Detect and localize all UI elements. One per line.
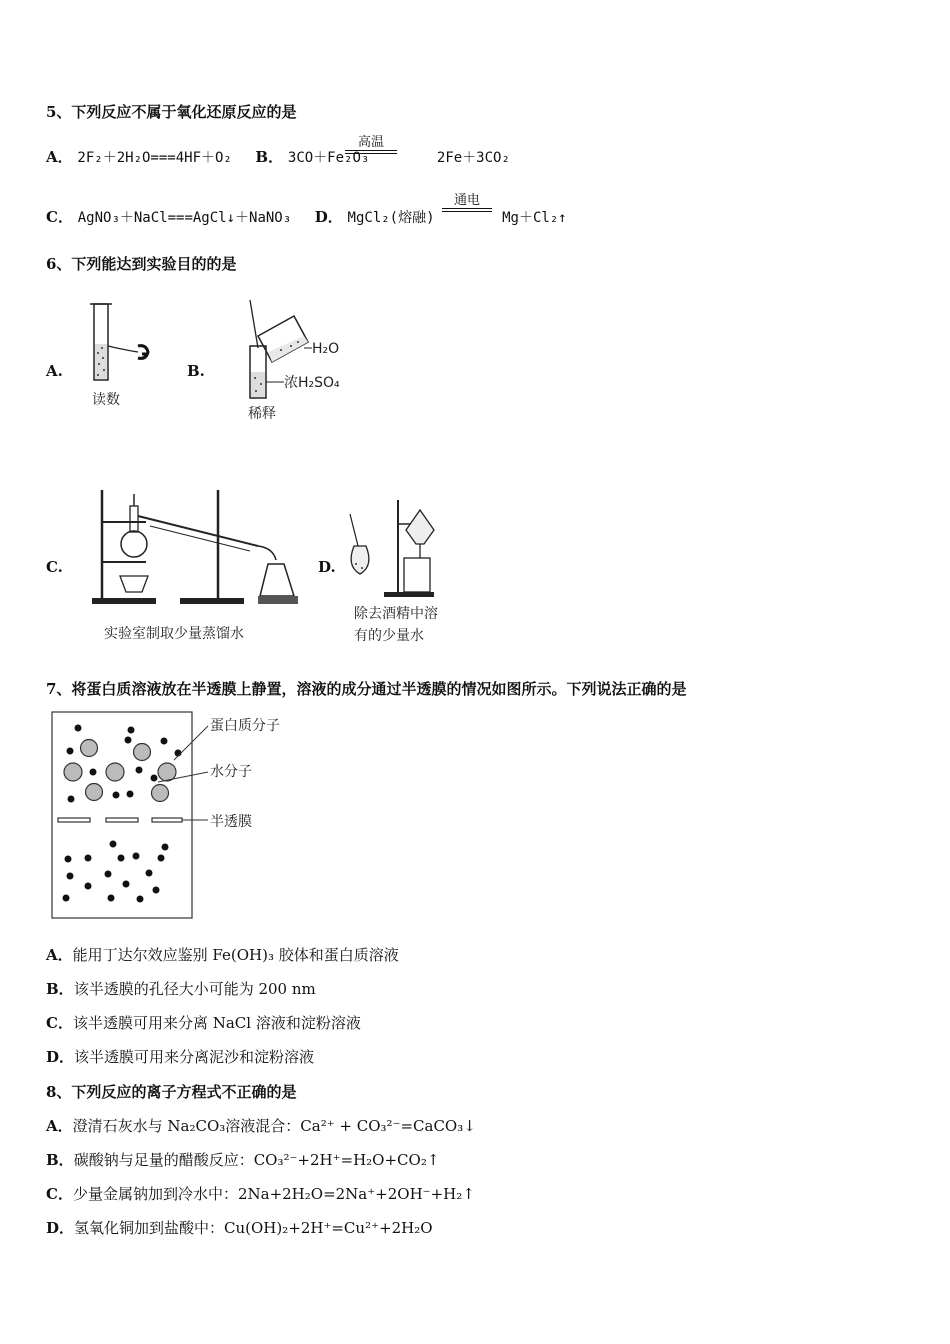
q7-option-b <box>46 979 316 999</box>
burner <box>120 576 148 592</box>
water-molecules-bottom <box>63 841 169 903</box>
q8-option-c <box>46 1184 475 1204</box>
q5-b-label: B． <box>255 148 284 166</box>
q5-d-text-1: MgCl₂(熔融) <box>347 210 435 226</box>
q6-d-figure <box>340 494 460 648</box>
container <box>52 712 192 918</box>
q5-d-text-2: Mg＋Cl₂↑ <box>502 210 567 226</box>
q8-b-label: B． <box>46 1151 74 1169</box>
q5-options-ab <box>46 147 510 168</box>
q5-b-text-2: 2Fe＋3CO₂ <box>436 150 510 166</box>
q7-option-a <box>46 945 399 965</box>
q6-d-caption-1: 除去酒精中溶 <box>354 606 438 622</box>
q7-option-c <box>46 1013 361 1033</box>
q8-a-text: 澄清石灰水与 Na₂CO₃溶液混合：Ca²⁺ + CO₃²⁻=CaCO₃↓ <box>72 1117 476 1135</box>
glass-rod <box>250 300 258 348</box>
q6-c-caption: 实验室制取少量蒸馏水 <box>104 626 244 642</box>
q6-a-label: A. <box>46 362 63 380</box>
q5-a-label: A． <box>46 148 73 166</box>
q7-option-d <box>46 1047 314 1067</box>
q7-d-label: D． <box>46 1048 75 1066</box>
q8-c-text: 少量金属钠加到冷水中：2Na+2H₂O=2Na⁺+2OH⁻+H₂↑ <box>72 1185 475 1203</box>
q5-b-condition <box>345 136 397 154</box>
q6-a-caption: 读数 <box>92 392 120 408</box>
q6-b-acid: 浓H₂SO₄ <box>284 375 340 391</box>
q5-d-cond-label: 通电 <box>453 193 480 208</box>
q6-c-label: C. <box>46 558 63 576</box>
q5-d-condition <box>442 194 492 212</box>
q8-option-a <box>46 1116 476 1136</box>
q6-b-label: B. <box>187 362 205 380</box>
conical-flask <box>260 564 294 596</box>
q5-d-label: D． <box>314 208 343 226</box>
distilling-flask <box>121 531 147 557</box>
q8-d-text: 氢氧化铜加到盐酸中：Cu(OH)₂+2H⁺=Cu²⁺+2H₂O <box>74 1219 433 1237</box>
separatory-funnel <box>406 510 434 544</box>
q5-b-text-1: 3CO＋Fe₂O₃ <box>287 150 370 166</box>
q6-b-figure <box>236 296 356 424</box>
q7-a-label: A． <box>46 946 73 964</box>
q8-d-label: D． <box>46 1219 75 1237</box>
q5-a-text: 2F₂＋2H₂O===4HF＋O₂ <box>77 150 232 166</box>
q8-b-text: 碳酸钠与足量的醋酸反应：CO₃²⁻+2H⁺=H₂O+CO₂↑ <box>73 1151 440 1169</box>
q7-c-text: 该半透膜可用来分离 NaCl 溶液和淀粉溶液 <box>72 1014 361 1032</box>
q8-stem: 8、下列反应的离子方程式不正确的是 <box>46 1083 297 1101</box>
legend-membrane: 半透膜 <box>210 814 252 830</box>
q5-c-text: AgNO₃＋NaCl===AgCl↓＋NaNO₃ <box>77 210 292 226</box>
q7-b-label: B． <box>46 980 74 998</box>
eye-icon <box>138 346 148 359</box>
q8-option-d <box>46 1218 433 1238</box>
ice-bath <box>258 596 298 604</box>
q5-d-cond-bar <box>442 208 492 212</box>
q5-stem: 5、下列反应不属于氧化还原反应的是 <box>46 103 297 121</box>
protein-molecules <box>64 740 176 802</box>
q8-option-b <box>46 1150 439 1170</box>
funnel-held <box>351 546 369 574</box>
legend-protein: 蛋白质分子 <box>210 718 280 734</box>
q8-c-label: C． <box>46 1185 73 1203</box>
q6-b-caption: 稀释 <box>248 406 276 422</box>
q7-c-label: C． <box>46 1014 73 1032</box>
q8-a-label: A． <box>46 1117 73 1135</box>
stand-base-2 <box>180 598 244 604</box>
q7-figure <box>46 708 306 924</box>
q7-d-text: 该半透膜可用来分离泥沙和淀粉溶液 <box>74 1048 315 1066</box>
q5-c-label: C． <box>46 208 73 226</box>
condenser <box>138 516 258 546</box>
q7-a-text: 能用丁达尔效应鉴别 Fe(OH)₃ 胶体和蛋白质溶液 <box>72 946 399 964</box>
stand-base-1 <box>92 598 156 604</box>
beaker <box>404 558 430 592</box>
q5-b-cond-label: 高温 <box>357 135 384 150</box>
q6-a-figure <box>80 298 170 410</box>
q7-b-text: 该半透膜的孔径大小可能为 200 nm <box>73 980 316 998</box>
q6-c-figure <box>88 484 308 650</box>
stand-base <box>384 592 434 597</box>
q5-b-cond-bar <box>345 150 397 154</box>
q6-stem: 6、下列能达到实验目的的是 <box>46 255 237 273</box>
q6-b-h2o: H₂O <box>312 341 340 357</box>
legend-water: 水分子 <box>210 764 252 780</box>
membrane <box>58 818 182 822</box>
q6-d-label: D. <box>318 558 336 576</box>
q6-d-caption-2: 有的少量水 <box>354 628 424 644</box>
q7-stem: 7、将蛋白质溶液放在半透膜上静置，溶液的成分通过半透膜的情况如图所示。下列说法正确的是 <box>46 680 687 698</box>
